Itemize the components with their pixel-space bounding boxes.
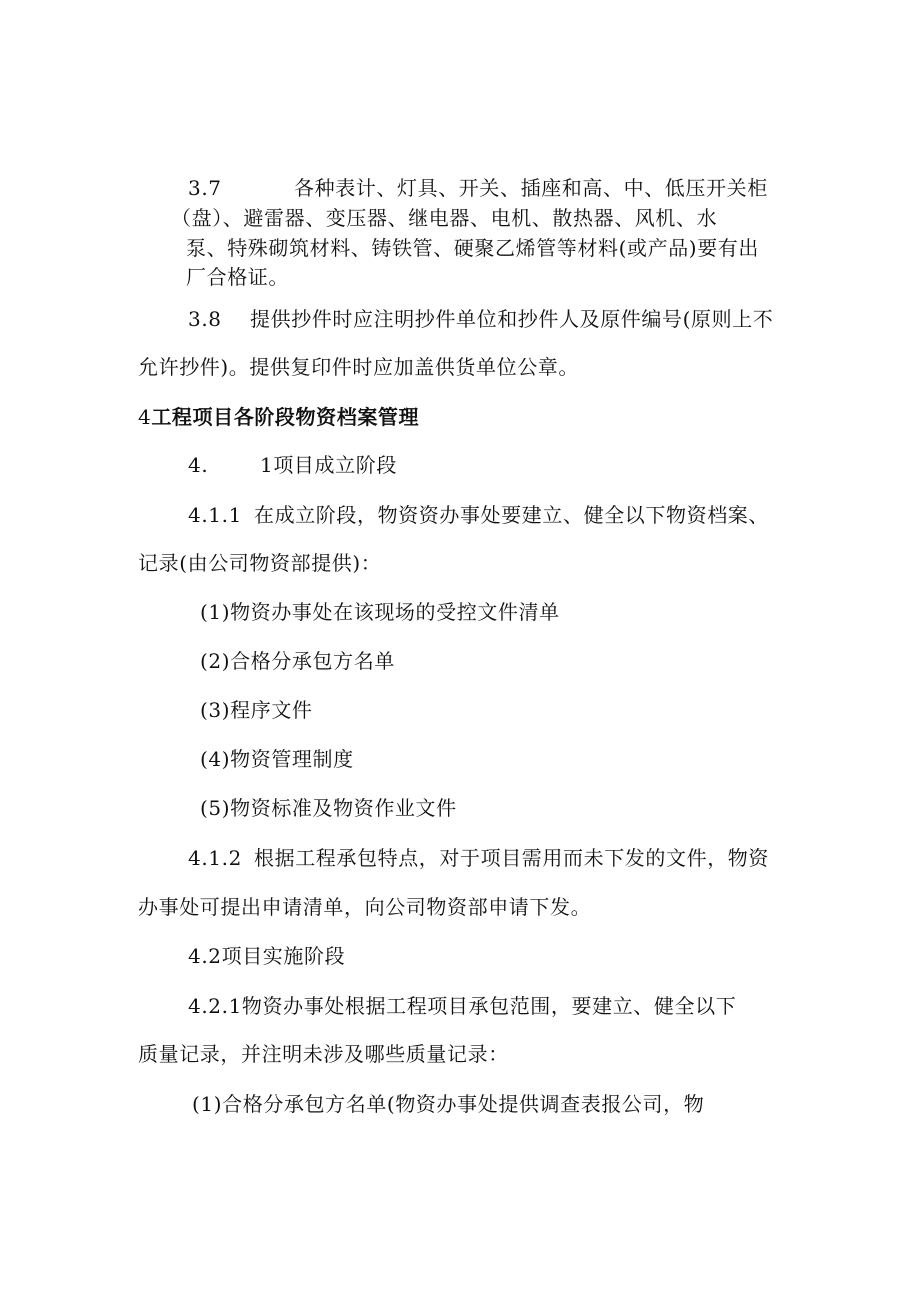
subsection-number: 4. xyxy=(188,453,209,477)
clause-4-1-1-line-2: 记录(由公司物资部提供)： xyxy=(138,551,382,575)
clause-3-8-line-1 xyxy=(188,306,773,332)
clause-number: 3.8 xyxy=(188,307,222,331)
section-title: 工程项目各阶段物资档案管理 xyxy=(151,405,420,429)
clause-number: 3.7 xyxy=(188,176,222,200)
clause-3-7-line-1 xyxy=(188,175,768,201)
clause-4-2-1-line-2: 质量记录，并注明未涉及哪些质量记录： xyxy=(138,1042,509,1066)
list-item: (4)物资管理制度 xyxy=(200,747,354,771)
clause-4-2-1-line-1: 4.2.1物资办事处根据工程项目承包范围，要建立、健全以下 xyxy=(188,994,737,1018)
section-4-heading xyxy=(138,404,419,430)
list-item: (1)物资办事处在该现场的受控文件清单 xyxy=(200,600,560,624)
list-item: (1)合格分承包方名单(物资办事处提供调查表报公司，物 xyxy=(192,1092,705,1116)
clause-number: 4.1.2 xyxy=(188,846,242,870)
list-item: (3)程序文件 xyxy=(200,698,313,722)
clause-3-7-line-2: （盘）、避雷器、变压器、继电器、电机、散热器、风机、水 xyxy=(171,206,718,230)
subsection-title: 1项目成立阶段 xyxy=(260,453,397,477)
clause-text: 各种表计、灯具、开关、插座和高、中、低压开关柜 xyxy=(294,176,768,200)
clause-4-1-2-line-1 xyxy=(188,845,769,871)
clause-4-1-2-line-2: 办事处可提出申请清单，向公司物资部申请下发。 xyxy=(138,895,592,919)
clause-text: 提供抄件时应注明抄件单位和抄件人及原件编号(原则上不 xyxy=(250,307,774,331)
list-item: (5)物资标准及物资作业文件 xyxy=(200,796,457,820)
clause-text: 在成立阶段，物资资办事处要建立、健全以下物资档案、 xyxy=(254,503,769,527)
clause-3-7-line-3: 泵、特殊砌筑材料、铸铁管、硬聚乙烯管等材料(或产品)要有出 xyxy=(186,236,760,260)
list-item: (2)合格分承包方名单 xyxy=(200,649,395,673)
clause-4-1-1-line-1 xyxy=(188,502,769,528)
subsection-4-2-heading: 4.2项目实施阶段 xyxy=(188,944,346,968)
clause-3-8-line-2: 允许抄件)。提供复印件时应加盖供货单位公章。 xyxy=(138,355,580,379)
section-number: 4 xyxy=(138,405,152,429)
clause-3-7-line-4: 厂合格证。 xyxy=(186,265,289,289)
clause-text: 根据工程承包特点，对于项目需用而未下发的文件，物资 xyxy=(254,846,769,870)
clause-number: 4.1.1 xyxy=(188,503,242,527)
subsection-4-1-heading xyxy=(188,452,397,478)
